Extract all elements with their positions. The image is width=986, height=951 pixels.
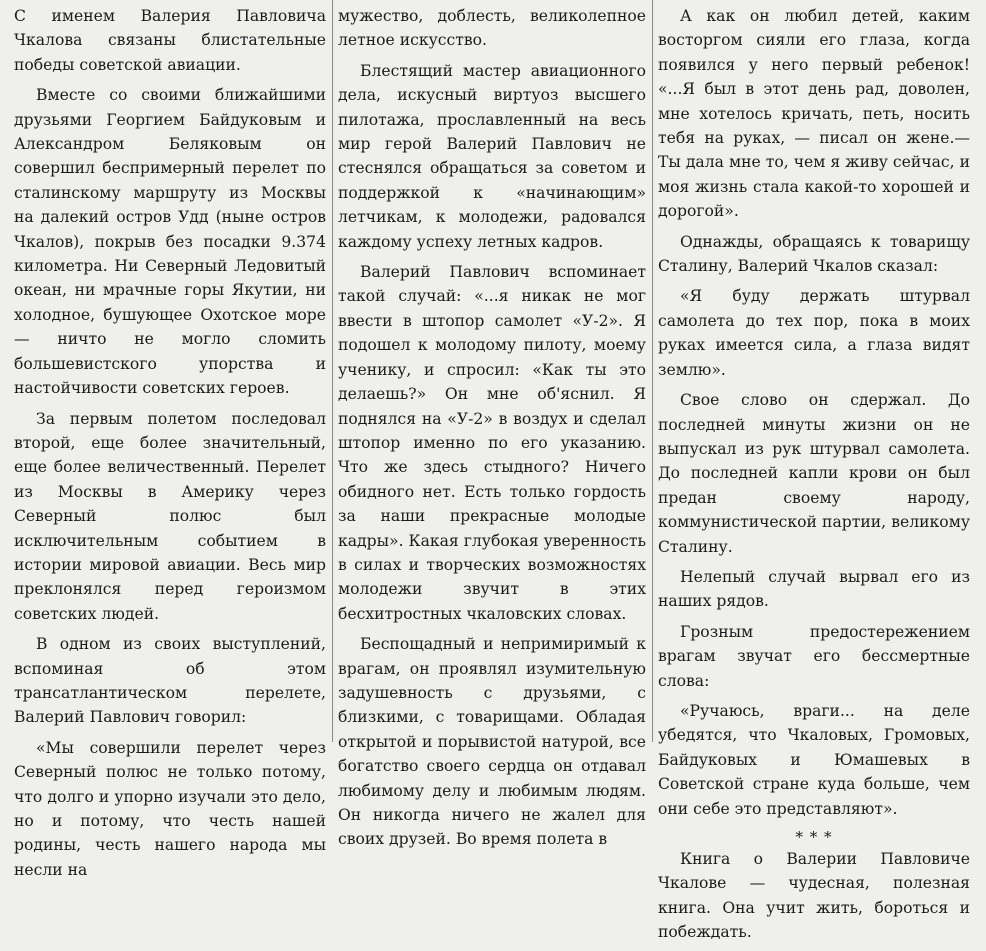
paragraph: Свое слово он сдержал. До последней минуты жизни он не выпускал из рук штурвал самолета. До последней капли крови он был предан своему народу, коммунистической партии, великому Сталину. — [658, 391, 970, 556]
column-rule — [652, 0, 653, 742]
paragraph: Нелепый случай вырвал его из наших рядов. — [658, 567, 970, 611]
paragraph: А как он любил детей, каким восторгом сияли его глаза, когда появился у него первый ребенок! «...Я был в этот день рад, доволен, мне хотелось кричать, петь, носить тебя на руках, — писал он жене.— Ты дала мне то, чем я живу сейчас, и моя жизнь стала какой-то хорошей и дорогой». — [658, 7, 970, 221]
section-separator: * * * — [795, 828, 833, 846]
article-column-1 — [14, 4, 326, 888]
paragraph: «Я буду держать штурвал самолета до тех пор, пока в моих руках имеется сила, а глаза видят землю». — [658, 287, 970, 379]
paragraph: С именем Валерия Павловича Чкалова связаны блистательные победы советской авиации. — [14, 7, 326, 74]
paragraph: Блестящий мастер авиационного дела, искусный виртуоз высшего пилотажа, прославленный на весь мир герой Валерий Павлович не стеснялся обращаться за советом и поддержкой к «начинающим» летчикам, к молодежи, радовался каждому успеху летных кадров. — [338, 61, 646, 251]
paragraph: Однажды, обращаясь к товарищу Сталину, Валерий Чкалов сказал: — [658, 232, 970, 276]
paragraph: Книга о Валерии Павловиче Чкалове — чудесная, полезная книга. Она учит жить, бороться и побеждать. — [658, 850, 970, 942]
paragraph: мужество, доблесть, великолепное летное искусство. — [338, 7, 646, 50]
paragraph: За первым полетом последовал второй, еще более значительный, еще более величественный. Перелет из Москвы в Америку через Северный полюс был исключительным событием в истории мировой авиации. Весь мир преклонялся перед героизмом советских людей. — [14, 409, 326, 623]
paragraph: «Мы совершили перелет через Северный полюс не только потому, что долго и упорно изучали это дело, но и потому, что честь нашей родины, честь нашего народа мы несли на — [14, 738, 326, 879]
paragraph: Вместе со своими ближайшими друзьями Георгием Байдуковым и Александром Беляковым он совершил беспримерный перелет по сталинскому маршруту из Москвы на далекий остров Удд (ныне остров Чкалов), покрыв без посадки 9.374 километра. Ни Северный Ледовитый океан, ни мрачные горы Якутии, ни холодное, бушующее Охотское море — ничто не могло сломить большевистского упорства и настойчивости советских героев. — [14, 86, 326, 398]
article-column-2 — [338, 4, 646, 858]
column-rule — [332, 0, 333, 742]
paragraph: Грозным предостережением врагам звучат его бессмертные слова: — [658, 622, 970, 690]
article-column-3 — [658, 4, 970, 951]
paragraph: Валерий Павлович вспоминает такой случай: «...я никак не мог ввести в штопор самолет «У-2». Я подошел к молодому пилоту, моему ученику, и спросил: «Как ты это делаешь?» Он мне об'яснил. Я поднялся на «У-2» в воздух и сделал штопор именно по его указанию. Что же здесь стыдного? Ничего обидного нет. Есть только гордость за наши прекрасные молодые кадры». Какая глубокая уверенность в силах и творческих возможностях молодежи звучит в этих бесхитростных чкаловских словах. — [338, 263, 646, 623]
paragraph: «Ручаюсь, враги... на деле убедятся, что Чкаловых, Громовых, Байдуковых и Юмашевых в Советской стране куда больше, чем они себе это представляют». — [658, 701, 970, 818]
paragraph: В одном из своих выступлений, вспоминая об этом трансатлантическом перелете, Валерий Павлович говорил: — [14, 635, 326, 727]
paragraph: Беспощадный и непримиримый к врагам, он проявлял изумительную задушевность с друзьями, с близкими, с товарищами. Обладая открытой и порывистой натурой, все богатство своего сердца он отдавал любимому делу и любимым людям. Он никогда ничего не жалел для своих друзей. Во время полета в — [338, 635, 646, 849]
